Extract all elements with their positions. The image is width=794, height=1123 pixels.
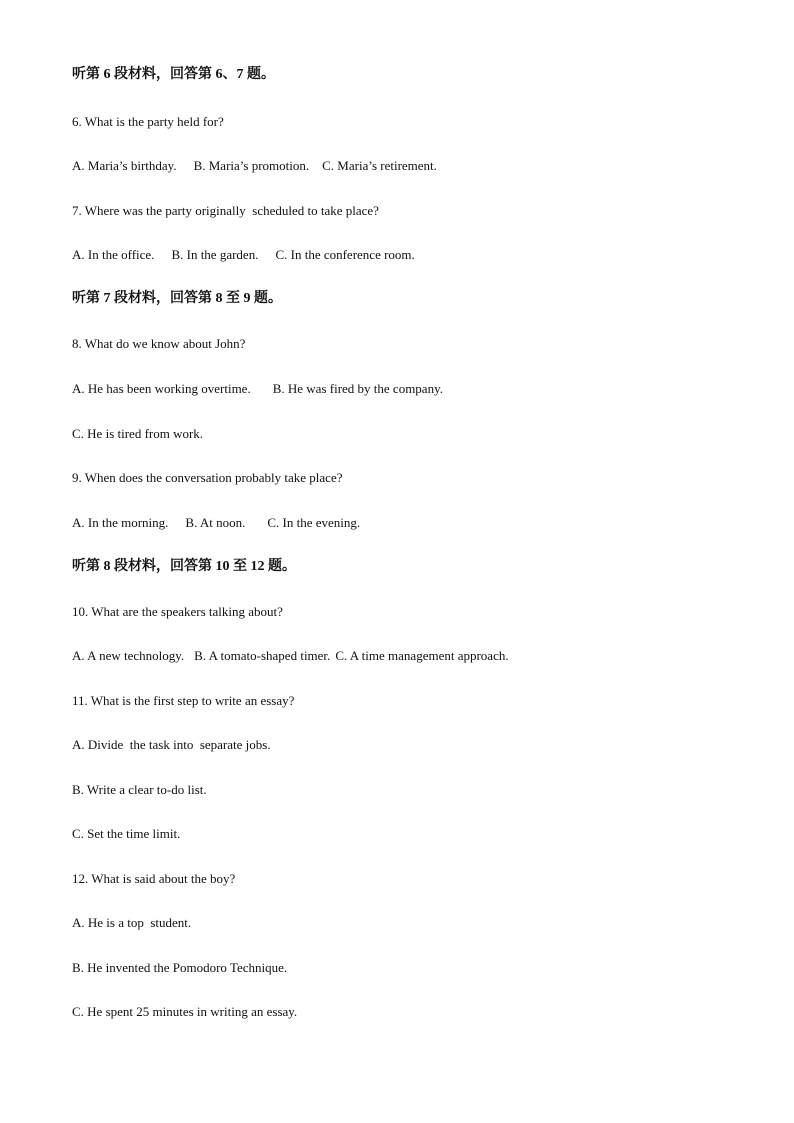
question-6-options [72,158,437,174]
option-a: A. A new technology. [72,648,185,663]
question-12-option-c: C. He spent 25 minutes in writing an essay. [72,1004,298,1019]
question-8-option-c: C. He is tired from work. [72,426,204,441]
question-11-option-a: A. Divide the task into separate jobs. [72,737,271,752]
question-7-stem: 7. Where was the party originally scheduled to take place? [72,203,379,218]
option-c: C. A time management approach. [335,648,509,663]
question-8-stem: 8. What do we know about John? [72,336,246,351]
question-12-option-a: A. He is a top student. [72,915,192,930]
question-11-option-b: B. Write a clear to-do list. [72,782,207,797]
option-a: A. In the morning. [72,515,169,530]
question-7-options [72,247,415,263]
section-heading-8: 听第 8 段材料，回答第 10 至 12 题。 [72,559,296,574]
option-b: B. At noon. [185,515,246,530]
question-10-stem: 10. What are the speakers talking about? [72,604,283,619]
question-11-option-c: C. Set the time limit. [72,826,181,841]
question-9-stem: 9. When does the conversation probably take place? [72,470,343,485]
option-b: B. In the garden. [171,247,259,262]
option-a: A. Maria’s birthday. [72,158,177,173]
option-b: B. A tomato-shaped timer. [194,648,331,663]
question-12-stem: 12. What is said about the boy? [72,871,236,886]
question-9-options [72,515,360,531]
option-b: B. He was fired by the company. [272,381,443,396]
option-c: C. Maria’s retirement. [322,158,437,173]
section-heading-7: 听第 7 段材料，回答第 8 至 9 题。 [72,291,282,306]
option-b: B. Maria’s promotion. [193,158,310,173]
option-a: A. He has been working overtime. [72,381,251,396]
question-12-option-b: B. He invented the Pomodoro Technique. [72,960,288,975]
option-c: C. In the conference room. [275,247,415,262]
question-8-options [72,381,443,397]
option-a: A. In the office. [72,247,155,262]
question-6-stem: 6. What is the party held for? [72,114,224,129]
question-11-stem: 11. What is the first step to write an essay? [72,693,295,708]
option-c: C. In the evening. [267,515,361,530]
section-heading-6: 听第 6 段材料，回答第 6、7 题。 [72,67,275,82]
question-10-options [72,648,509,664]
